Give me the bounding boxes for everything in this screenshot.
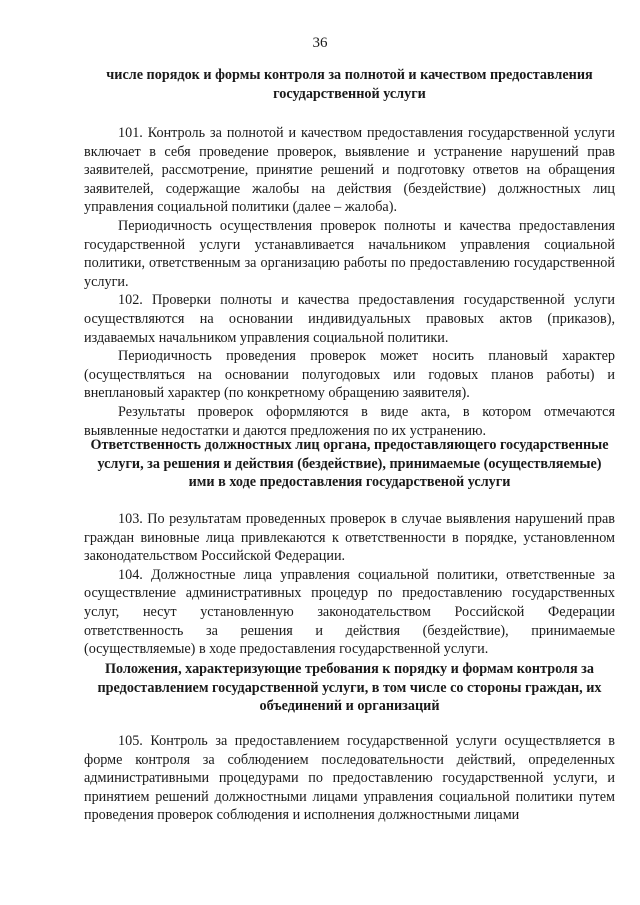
page-number: 36 — [312, 35, 328, 51]
paragraph-periodicity-type: Периодичность проведения проверок может носить плановый характер (осуществляться на основании полугодовых или годовых планов работы) и внеплановый характер (по конкретному обращению заявителя). — [84, 348, 615, 402]
paragraph-102: 102. Проверки полноты и качества предоставления государственной услуги осуществляются на основании индивидуальных правовых актов (приказов), издаваемых начальником управления социальной политики. — [84, 292, 615, 346]
paragraph-results: Результаты проверок оформляются в виде акта, в котором отмечаются выявленные недостатки и даются предложения по их устранению. — [84, 403, 615, 439]
section-control-body — [84, 124, 615, 440]
section-requirements-heading-block — [84, 660, 615, 716]
section-control-heading-block — [84, 66, 615, 103]
paragraph-105: 105. Контроль за предоставлением государственной услуги осуществляется в форме контроля за соблюдением последовательности действий, определенных административными процедурами по предоставлению государственной услуги, и принятием решений должностными лицами управления социальной политики путем проведения проверок соблюдения и исполнения должностными лицами — [84, 733, 615, 824]
paragraph-periodicity: Периодичность осуществления проверок полноты и качества предоставления государственной услуги устанавливается начальником управления социальной политики, ответственным за организацию работы по предоставлению государственной услуги. — [84, 217, 615, 290]
section-requirements-body — [84, 732, 615, 825]
section-heading: Ответственность должностных лиц органа, предоставляющего государственные услуги, за решения и действия (бездействие), принимаемые (осуществляемые) ими в ходе предоставления государственой услуги — [90, 437, 609, 491]
section-heading: числе порядок и формы контроля за полнотой и качеством предоставления государственной услуги — [106, 67, 593, 102]
paragraph-101: 101. Контроль за полнотой и качеством предоставления государственной услуги включает в себя проведение проверок, выявление и устранение нарушений прав заявителей, рассмотрение, принятие решений и подготовку ответов на обращения заявителей, содержащие жалобы на действия (бездействие) должностных лиц управления социальной политики (далее – жалоба). — [84, 125, 615, 216]
paragraph-103: 103. По результатам проведенных проверок в случае выявления нарушений прав граждан виновные лица привлекаются к ответственности в порядке, установленном законодательством Российской Федерации. — [84, 511, 615, 565]
paragraph-104: 104. Должностные лица управления социальной политики, ответственные за осуществление административных процедур по предоставлению государственных услуг, несут установленную законодательством Российской Федерации ответственность за решения и действия (бездействие), принимаемые (осуществляемые) в ходе предоставления государственной услуги. — [84, 566, 615, 658]
section-responsibility-heading-block — [84, 436, 615, 492]
section-responsibility-body — [84, 510, 615, 659]
section-heading: Положения, характеризующие требования к порядку и формам контроля за предоставлением государственной услуги, в том числе со стороны граждан, их объединений и организаций — [97, 661, 602, 715]
